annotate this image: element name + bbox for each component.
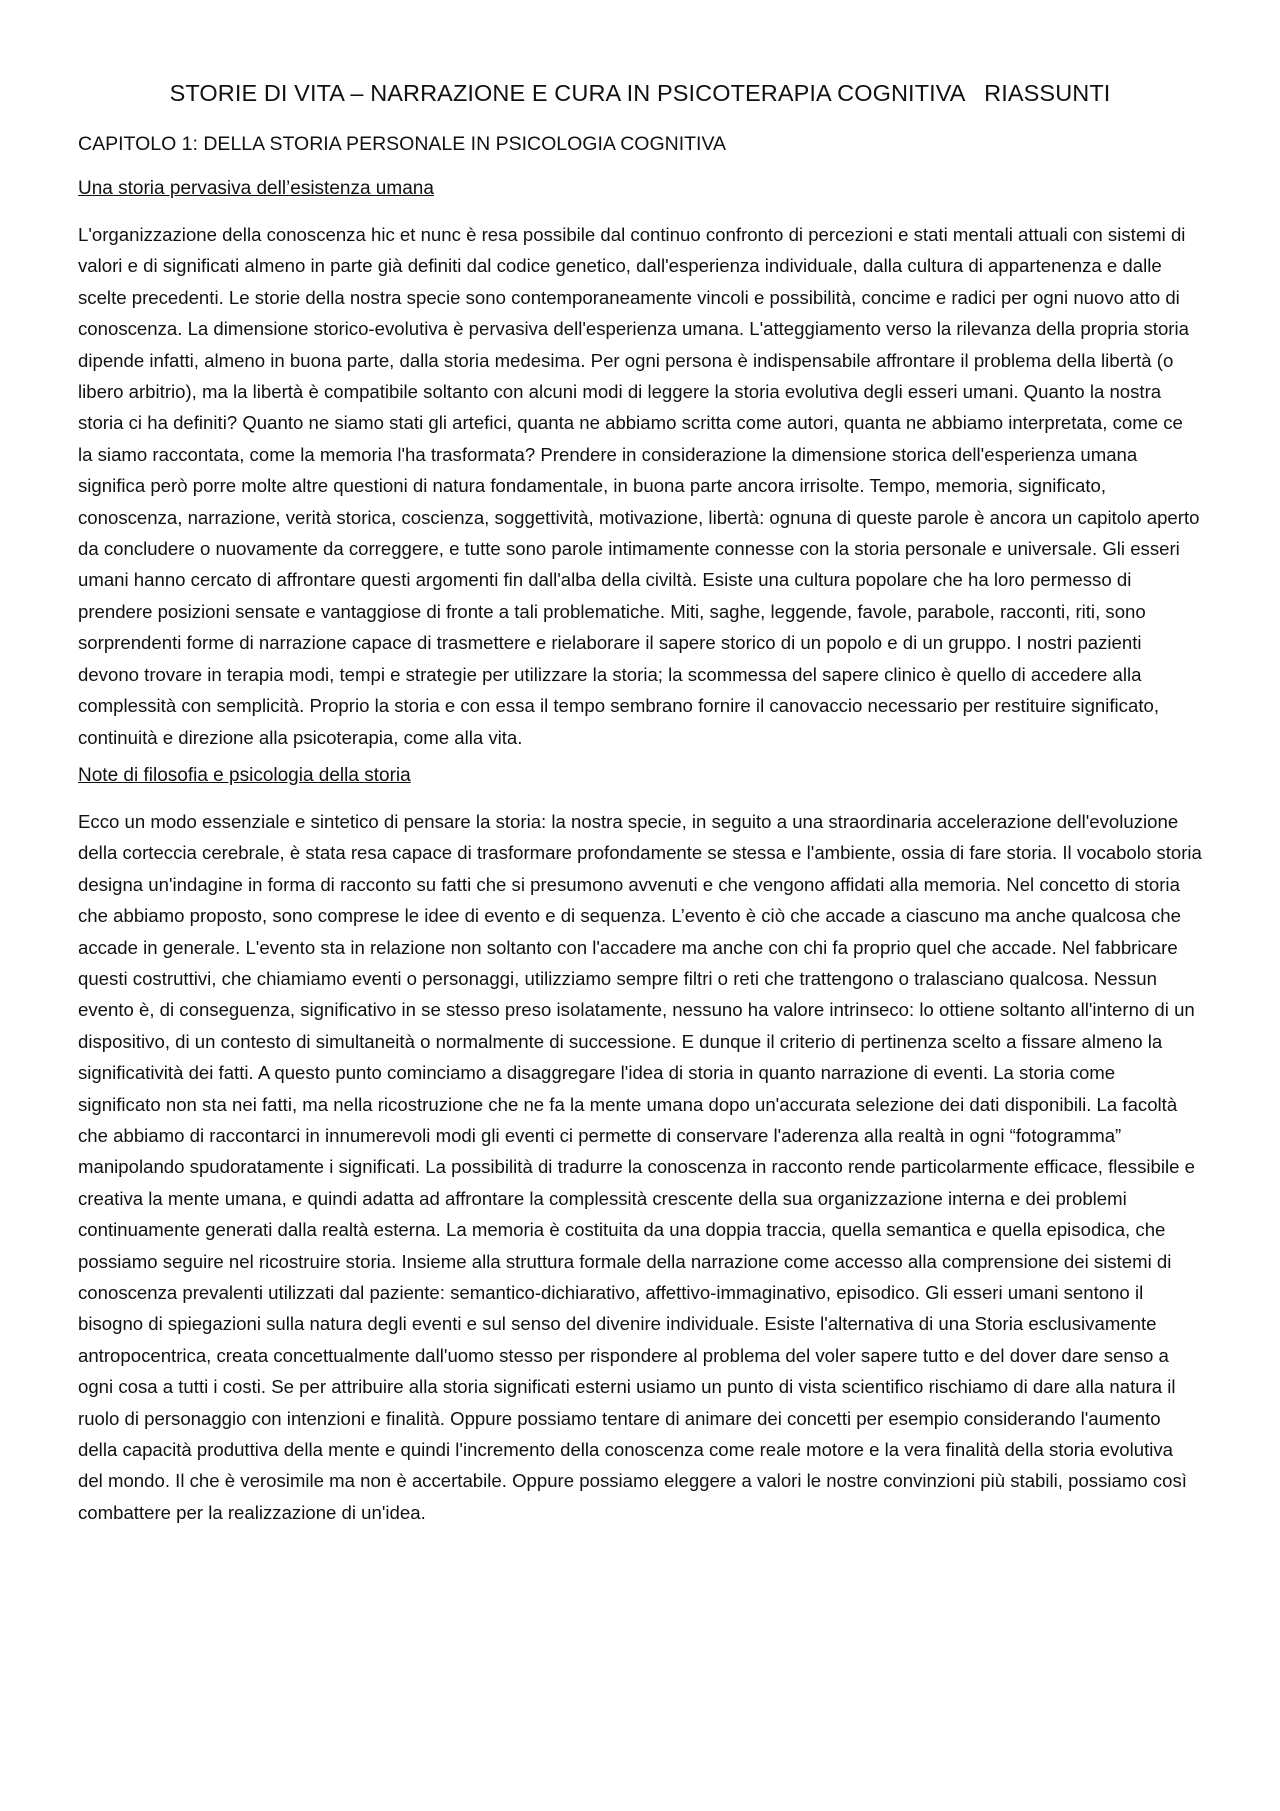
chapter-title: CAPITOLO 1: DELLA STORIA PERSONALE IN PSICOLOGIA COGNITIVA: [78, 133, 727, 155]
section-heading-filosofia-psicologia: Note di filosofia e psicologia della storia: [78, 764, 411, 786]
section-heading-storia-pervasiva: Una storia pervasiva dell’esistenza umana: [78, 178, 434, 199]
section-paragraph-filosofia-psicologia: Ecco un modo essenziale e sintetico di pensare la storia: la nostra specie, in seguito a una straordinaria accelerazione dell'evoluzione della corteccia cerebrale, è stata resa capace di trasformare profondamente se stessa e l'ambiente, ossia di fare storia. Il vocabolo storia designa un'indagine in forma di racconto su fatti che si presumono avvenuti e che vengono affidati alla memoria. Nel concetto di storia che abbiamo proposto, sono comprese le idee di evento e di sequenza. L’evento è ciò che accade a ciascuno ma anche qualcosa che accade in generale. L'evento sta in relazione non soltanto con l'accadere ma anche con chi fa proprio quel che accade. Nel fabbricare questi costruttivi, che chiamiamo eventi o personaggi, utilizziamo sempre filtri o reti che trattengono o tralasciano qualcosa. Nessun evento è, di conseguenza, significativo in se stesso preso isolatamente, nessuno ha valore intrinseco: lo ottiene soltanto all'interno di un dispositivo, di un contesto di simultaneità o normalmente di successione. E dunque il criterio di pertinenza scelto a fissare almeno la significatività dei fatti. A questo punto cominciamo a disaggregare l'idea di storia in quanto narrazione di eventi. La storia come significato non sta nei fatti, ma nella ricostruzione che ne fa la mente umana dopo un'accurata selezione dei dati disponibili. La facoltà che abbiamo di raccontarci in innumerevoli modi gli eventi ci permette di conservare l'aderenza alla realtà in ogni “fotogramma” manipolando spudoratamente i significati. La possibilità di tradurre la conoscenza in racconto rende particolarmente efficace, flessibile e creativa la mente umana, e quindi adatta ad affrontare la complessità crescente della sua organizzazione interna e dei problemi continuamente generati dalla realtà esterna. La memoria è costituita da una doppia traccia, quella semantica e quella episodica, che possiamo seguire nel ricostruire storia. Insieme alla struttura formale della narrazione come accesso alla comprensione dei sistemi di conoscenza prevalenti utilizzati dal paziente: semantico-dichiarativo, affettivo-immaginativo, episodico. Gli esseri umani sentono il bisogno di spiegazioni sulla natura degli eventi e sul senso del divenire individuale. Esiste l'alternativa di una Storia esclusivamente antropocentrica, creata concettualmente dall'uomo stesso per rispondere al problema del voler sapere tutto e del dover dare senso a ogni cosa a tutti i costi. Se per attribuire alla storia significati esterni usiamo un punto di vista scientifico rischiamo di dare alla natura il ruolo di personaggio con intenzioni e finalità. Oppure possiamo tentare di animare dei concetti per esempio considerando l'aumento della capacità produttiva della mente e quindi l'incremento della conoscenza come reale motore e la vera finalità della storia evolutiva del mondo. Il che è verosimile ma non è accertabile. Oppure possiamo eleggere a valori le nostre convinzioni più stabili, possiamo così combattere per la realizzazione di un'idea.: [78, 810, 1202, 1523]
section-paragraph-storia-pervasiva: L'organizzazione della conoscenza hic et nunc è resa possibile dal continuo confronto di percezioni e stati mentali attuali con sistemi di valori e di significati almeno in parte già definiti dal codice genetico, dall'esperienza individuale, dalla cultura di appartenenza e dalle scelte precedenti. Le storie della nostra specie sono contemporaneamente vincoli e possibilità, concime e radici per ogni nuovo atto di conoscenza. La dimensione storico-evolutiva è pervasiva dell'esperienza umana. L'atteggiamento verso la rilevanza della propria storia dipende infatti, almeno in buona parte, dalla storia medesima. Per ogni persona è indispensabile affrontare il problema della libertà (o libero arbitrio), ma la libertà è compatibile soltanto con alcuni modi di leggere la storia evolutiva degli esseri umani. Quanto la nostra storia ci ha definiti? Quanto ne siamo stati gli artefici, quanta ne abbiamo scritta come autori, quanta ne abbiamo interpretata, come ce la siamo raccontata, come la memoria l'ha trasformata? Prendere in considerazione la dimensione storica dell'esperienza umana significa però porre molte altre questioni di natura fondamentale, in buona parte ancora irrisolte. Tempo, memoria, significato, conoscenza, narrazione, verità storica, coscienza, soggettività, motivazione, libertà: ognuna di queste parole è ancora un capitolo aperto da concludere o nuovamente da correggere, e tutte sono parole intimamente connesse con la storia personale e universale. Gli esseri umani hanno cercato di affrontare questi argomenti fin dall'alba della civiltà. Esiste una cultura popolare che ha loro permesso di prendere posizioni sensate e vantaggiose di fronte a tali problematiche. Miti, saghe, leggende, favole, parabole, racconti, riti, sono sorprendenti forme di narrazione capace di trasmettere e rielaborare il sapere storico di un popolo e di un gruppo. I nostri pazienti devono trovare in terapia modi, tempi e strategie per utilizzare la storia; la scommessa del sapere clinico è quello di accedere alla complessità con semplicità. Proprio la storia e con essa il tempo sembrano fornire il canovaccio necessario per restituire significato, continuità e direzione alla psicoterapia, come alla vita.: [78, 224, 1200, 748]
document-title: STORIE DI VITA – NARRAZIONE E CURA IN PSICOTERAPIA COGNITIVA RIASSUNTI: [169, 80, 1111, 106]
